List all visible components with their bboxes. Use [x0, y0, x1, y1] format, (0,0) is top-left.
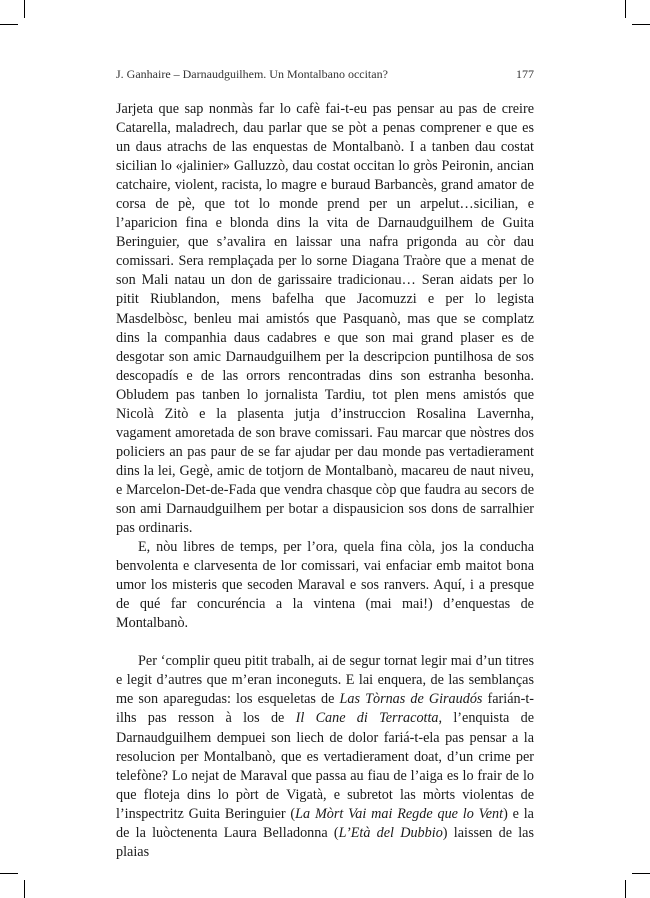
crop-mark [632, 873, 650, 874]
text-run: ) e la de la luòctenenta Laura Belladonna ( [116, 805, 534, 841]
crop-mark [24, 880, 25, 898]
book-title: La Mòrt Vai mai Regde que lo Vent [295, 805, 504, 822]
paragraph [116, 652, 534, 862]
running-header [116, 67, 534, 82]
page-number: 177 [516, 67, 534, 81]
crop-mark [625, 880, 626, 898]
body-text [116, 100, 534, 862]
paragraph: Jarjeta que sap nonmàs far lo cafè fai-t-eu pas pensar au pas de creire Catarella, maladrech, dau parlar que se pòt a penas comprener e que es un daus atrachs de las enquestas de Montalbanò. I a tanben dau costat sicilian lo «jalinier» Galluzzò, dau costat occitan lo gròs Peironin, ancian catchaire, violent, racista, lo magre e buraud Barbancès, grand amator de corsa de pè, que tot lo monde prend per un arpelut…sicilian, e l’aparicion fina e blonda dins la vita de Darnaudguilhem de Guita Beringuier, que s’avalira en laissar una nafra prigonda au còr dau comissari. Sera remplaçada per lo sorne Diagana Traòre que a menat de son Mali natau un don de garissaire tradicionau… Seran aidats per lo pitit Riublandon, mens bafelha que Jacomuzzi e per lo legista Masdelbòsc, benleu mai amistós que Pasquanò, mas que se complatz dins la companhia daus cadabres e que son mai grand plaser es de desgotar son amic Darnaudguilhem per la descripcion puntilhosa de sos descopadís e de las orrors rencontradas dins son estranha besonha. Obludem pas tanben lo jornalista Tardiu, tot plen mens amistós que Nicolà Zitò e la plasenta jutja d’instruccion Rosalina Lavernha, vagament amoretada de son brave comissari. Fau marcar que nòstres dos policiers an pas paur de se far ajudar per dau monde pas vertadierament dins la lei, Gegè, amic de totjorn de Montalbanò, macareu de naut niveu, e Marcelon-Det-de-Fada que vendra chasque còp que faudra au secors de son ami Darnaudguilhem per botar a dispausicion sos dons de sarralhier pas ordinaris. [116, 101, 534, 537]
crop-mark [625, 0, 626, 18]
running-title: J. Ganhaire – Darnaudguilhem. Un Montalbano occitan? [116, 67, 388, 81]
crop-mark [24, 0, 25, 18]
book-title: Il Cane di Terracotta [295, 710, 439, 727]
text-run: Per ‘complir queu pitit trabalh, ai de segur tornat legir mai d’un titres e legit d’autres que m’eran inconeguts. E lai enquera, de las semblanças me son aparegudas: los esqueletas de [116, 653, 534, 708]
text-run: , l’enquista de Darnaudguilhem dempuei son liech de dolor fariá-t-ela pas pensar a la resolucion per Montalbanò, que es vertadierament doat, d’un crime per telefòne? Lo nejat de Maraval que passa au fiau de l’aiga es lo frair de lo que floteja dins lo pòrt de Vigatà, e subretot las mòrts violentas de l’inspectritz Guita Beringuier ( [116, 710, 534, 822]
crop-mark [0, 873, 18, 874]
text-run: ) laissen de las plaias [116, 824, 534, 860]
book-title: Las Tòrnas de Giraudós [339, 691, 483, 708]
paragraph: E, nòu libres de temps, per l’ora, quela fina còla, jos la conducha benvolenta e clarvesenta de lor comissari, vai enfaciar emb maitot bona umor los misteris que secoden Maraval e sos ranvers. Aquí, i a presque de qué far concuréncia a la vintena (mai mai!) d’enquestas de Montalbanò. [116, 539, 534, 632]
text-run: farián-t-ilhs pas resson à los de [116, 691, 534, 727]
book-title: L’Età del Dubbio [338, 824, 443, 841]
crop-mark [0, 24, 18, 25]
crop-mark [632, 24, 650, 25]
